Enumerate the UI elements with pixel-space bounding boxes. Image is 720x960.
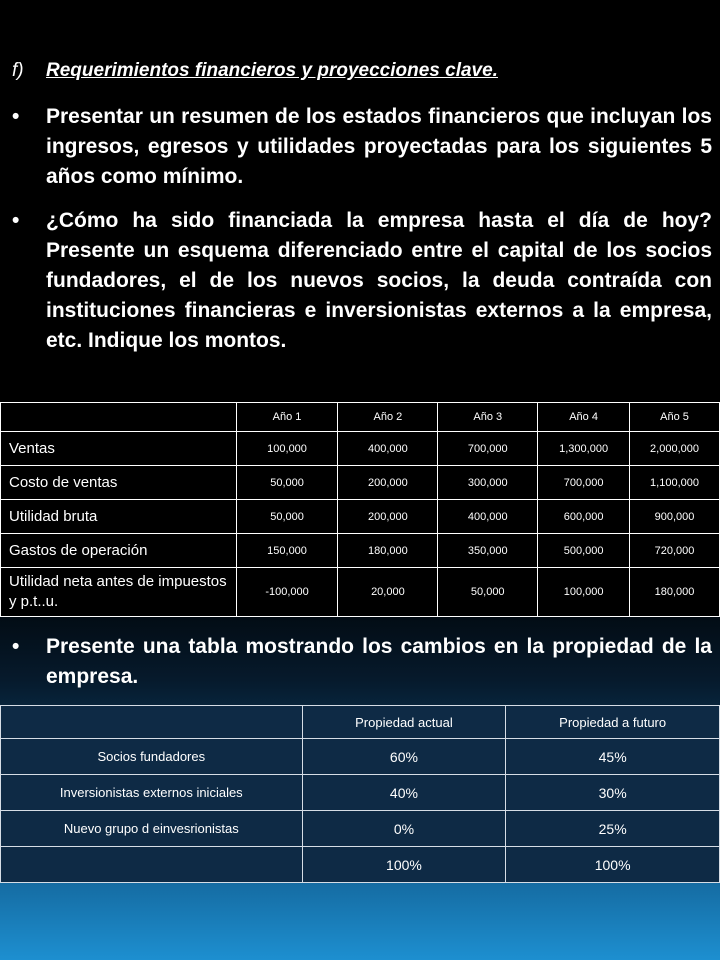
header-cell-empty bbox=[1, 403, 237, 432]
table-cell: 600,000 bbox=[538, 500, 630, 534]
table-cell: 300,000 bbox=[438, 466, 538, 500]
table-row-total bbox=[1, 847, 720, 883]
table-cell: 30% bbox=[506, 775, 720, 811]
header-cell-year-1: Año 1 bbox=[236, 403, 338, 432]
table-cell: 0% bbox=[302, 811, 506, 847]
table-row bbox=[1, 775, 720, 811]
row-label bbox=[1, 847, 303, 883]
table-row bbox=[1, 739, 720, 775]
bullet-dot: • bbox=[12, 635, 20, 658]
table-cell: 100% bbox=[506, 847, 720, 883]
row-label: Utilidad neta antes de impuestos y p.t..u. bbox=[1, 568, 237, 617]
table-cell: 500,000 bbox=[538, 534, 630, 568]
row-label: Inversionistas externos iniciales bbox=[1, 775, 303, 811]
table-cell: 50,000 bbox=[236, 500, 338, 534]
table-cell: 45% bbox=[506, 739, 720, 775]
financial-projection-table bbox=[0, 402, 720, 617]
row-label: Gastos de operación bbox=[1, 534, 237, 568]
row-label: Nuevo grupo d einvesrionistas bbox=[1, 811, 303, 847]
section-letter: f) bbox=[12, 60, 24, 81]
table-cell: 700,000 bbox=[538, 466, 630, 500]
table-cell: 700,000 bbox=[438, 432, 538, 466]
header-cell-future: Propiedad a futuro bbox=[506, 706, 720, 739]
section-heading bbox=[12, 60, 712, 82]
bullet-text: Presente una tabla mostrando los cambios en la propiedad de la empresa. bbox=[46, 635, 712, 688]
table-cell: 40% bbox=[302, 775, 506, 811]
table-cell: 150,000 bbox=[236, 534, 338, 568]
header-cell-current: Propiedad actual bbox=[302, 706, 506, 739]
bullet-dot: • bbox=[12, 105, 20, 128]
table-row bbox=[1, 534, 720, 568]
table-cell: 20,000 bbox=[338, 568, 438, 617]
table-cell: 25% bbox=[506, 811, 720, 847]
table-row bbox=[1, 500, 720, 534]
bullet-financial-summary bbox=[12, 102, 712, 192]
row-label: Costo de ventas bbox=[1, 466, 237, 500]
bullet-text: Presentar un resumen de los estados financieros que incluyan los ingresos, egresos y utilidades proyectadas para los siguientes 5 años como mínimo. bbox=[46, 105, 712, 188]
table-row bbox=[1, 568, 720, 617]
bullet-ownership bbox=[12, 632, 712, 692]
header-cell-year-3: Año 3 bbox=[438, 403, 538, 432]
bullet-list bbox=[12, 102, 712, 356]
table-row bbox=[1, 811, 720, 847]
table-cell: 50,000 bbox=[236, 466, 338, 500]
table-cell: 200,000 bbox=[338, 466, 438, 500]
row-label: Ventas bbox=[1, 432, 237, 466]
table-cell: 900,000 bbox=[630, 500, 720, 534]
table-row bbox=[1, 466, 720, 500]
table-cell: 100,000 bbox=[236, 432, 338, 466]
header-cell-empty bbox=[1, 706, 303, 739]
table-cell: 200,000 bbox=[338, 500, 438, 534]
table-cell: 350,000 bbox=[438, 534, 538, 568]
table-cell: -100,000 bbox=[236, 568, 338, 617]
table-cell: 2,000,000 bbox=[630, 432, 720, 466]
table-header-row bbox=[1, 403, 720, 432]
table-cell: 100,000 bbox=[538, 568, 630, 617]
header-cell-year-5: Año 5 bbox=[630, 403, 720, 432]
table-cell: 100% bbox=[302, 847, 506, 883]
row-label: Utilidad bruta bbox=[1, 500, 237, 534]
table-cell: 180,000 bbox=[630, 568, 720, 617]
table-cell: 400,000 bbox=[338, 432, 438, 466]
bullet-text: ¿Cómo ha sido financiada la empresa hasta el día de hoy? Presente un esquema diferenciado entre el capital de los socios fundadores, el de los nuevos socios, la deuda contraída con instituciones financieras e inversionistas externos a la empresa, etc. Indique los montos. bbox=[46, 209, 712, 352]
bullet-dot: • bbox=[12, 209, 20, 232]
header-cell-year-2: Año 2 bbox=[338, 403, 438, 432]
header-cell-year-4: Año 4 bbox=[538, 403, 630, 432]
ownership-table bbox=[0, 705, 720, 883]
table-row bbox=[1, 432, 720, 466]
section-title: Requerimientos financieros y proyecciones clave. bbox=[46, 60, 498, 81]
table-cell: 60% bbox=[302, 739, 506, 775]
table-header-row bbox=[1, 706, 720, 739]
table-cell: 180,000 bbox=[338, 534, 438, 568]
bullet-financing bbox=[12, 206, 712, 356]
table-cell: 720,000 bbox=[630, 534, 720, 568]
table-cell: 1,100,000 bbox=[630, 466, 720, 500]
table-cell: 1,300,000 bbox=[538, 432, 630, 466]
table-cell: 400,000 bbox=[438, 500, 538, 534]
row-label: Socios fundadores bbox=[1, 739, 303, 775]
table-cell: 50,000 bbox=[438, 568, 538, 617]
